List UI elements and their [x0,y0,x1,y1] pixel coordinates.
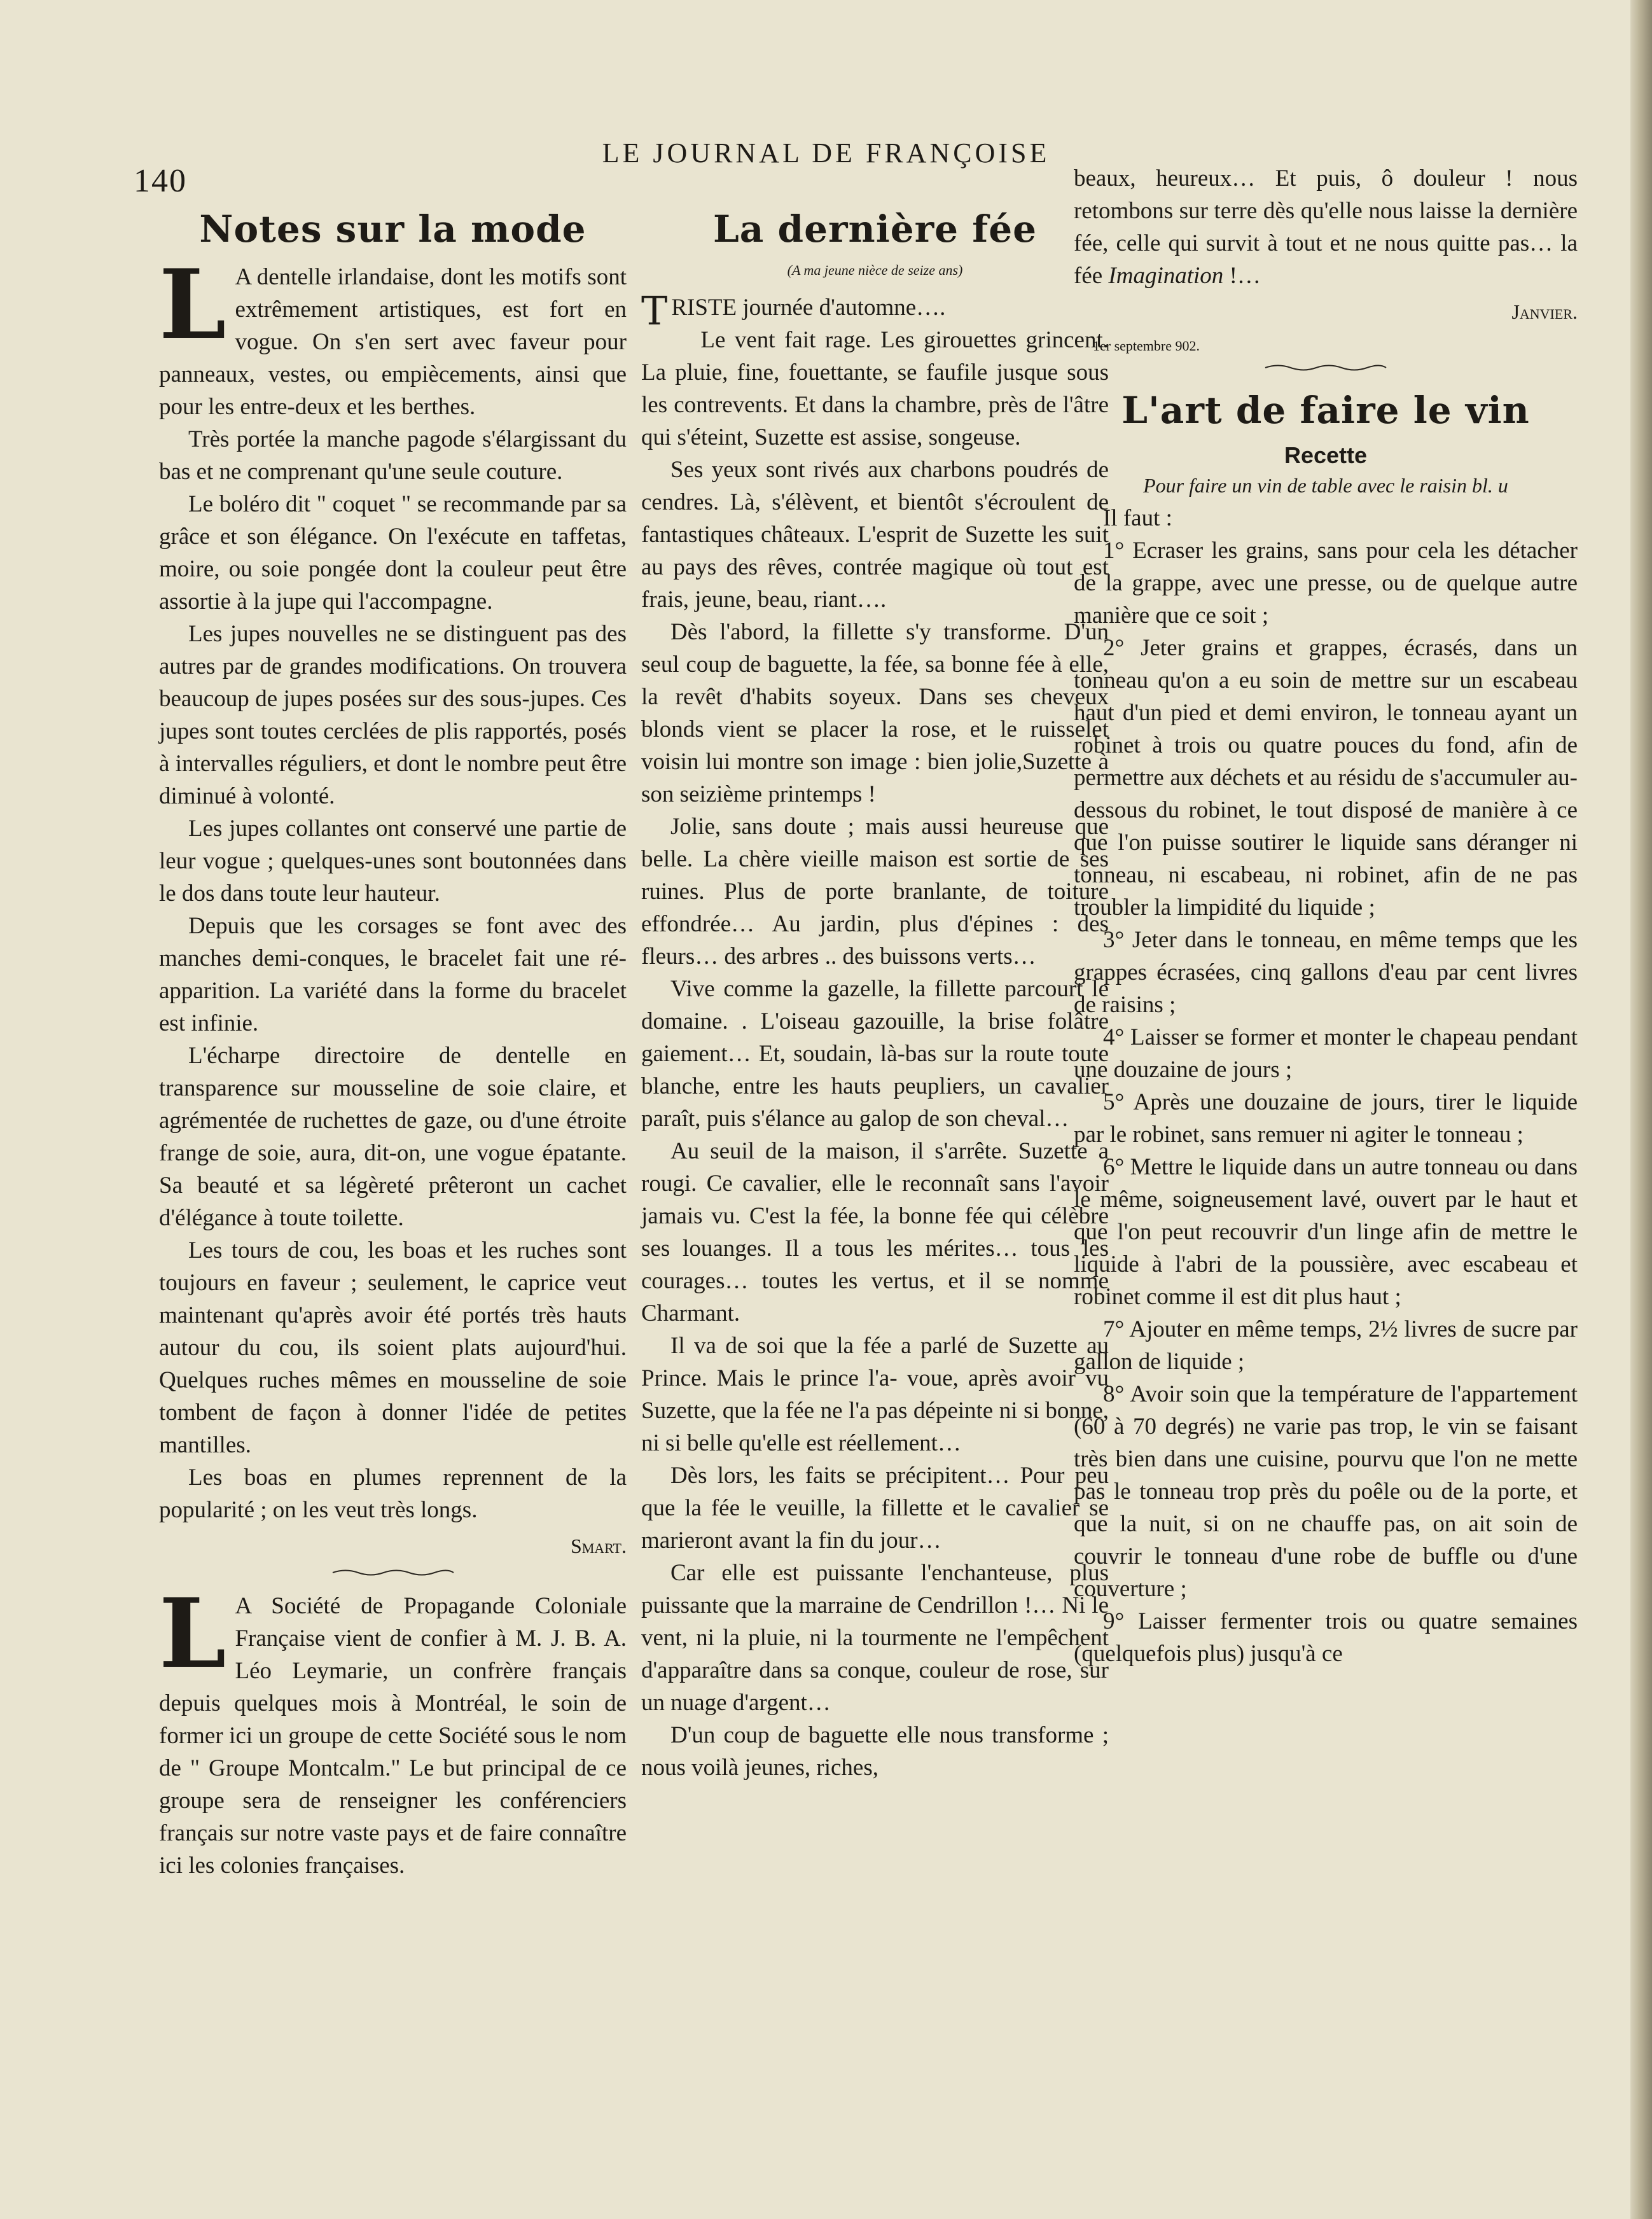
recipe-step: 5° Après une douzaine de jours, tirer le liquide par le robinet, sans remuer ni agiter le tonneau ; [1074,1089,1578,1148]
article-paragraph: Il va de soi que la fée a parlé de Suzette au Prince. Mais le prince l'a- voue, après avoir vu Suzette, que la fée ne l'a pas dépeinte ni si bonne, ni si belle qu'elle est réellement… [641,1333,1109,1456]
page-number: 140 [134,163,187,199]
article-paragraph: Dès l'abord, la fillette s'y transforme. D'un seul coup de baguette, la fée, sa bonne fée à elle, la revêt d'habits soyeux. Dans ses cheveux blonds vient se placer la rose, et le ruisselet voisin lui montre son image : bien jolie,Suzette à son seizième printemps ! [641,619,1109,807]
recipe-step: 3° Jeter dans le tonneau, en même temps que les grappes écrasées, cinq gallons d'eau par cent livres de raisins ; [1074,927,1578,1018]
page-binding-edge [1630,0,1652,2219]
article-paragraph: Ses yeux sont rivés aux charbons poudrés de cendres. Là, s'élèvent, et bientôt s'écroulent de fantastiques châteaux. L'esprit de Suzette les suit au pays des rêves, contrée magique où tout est frais, jeune, beau, riant…. [641,457,1109,613]
article-paragraph: Le vent fait rage. Les girouettes grincent. La pluie, fine, fouettante, se faufile jusque sous les contrevents. Et dans la chambre, près de l'âtre qui s'éteint, Suzette est assise, songeuse. [641,327,1109,450]
article-paragraph: Dès lors, les faits se précipitent… Pour peu que la fée le veuille, la fillette et le cavalier se marieront avant la fin du jour… [641,1463,1109,1554]
running-title: LE JOURNAL DE FRANÇOISE [602,137,1050,169]
article-title-art-du-vin: L'art de faire le vin [1121,389,1530,432]
article-paragraph: D'un coup de baguette elle nous transforme ; nous voilà jeunes, riches, [641,1722,1109,1781]
flourish-divider [1262,362,1389,373]
signature-smart: Smart. [570,1534,627,1557]
recipe-step: 2° Jeter grains et grappes, écrasés, dans un tonneau qu'on a eu soin de mettre sur un escabeau haut d'un pied et demi environ, le tonneau ayant un robinet à trois ou quatre pouces du fond, afin de permettre aux déchets et au résidu de s'accumuler au-dessous du robinet, le tout disposé de manière à ce que l'on puisse soutirer le liquide sans déranger ni tonneau, ni escabeau, ni robinet, afin de ne pas troubler la limpidité du liquide ; [1074,635,1578,921]
article-title-notes-mode: Notes sur la mode [199,207,587,251]
recipe-subtitle: Pour faire un vin de table avec le raisin bl. u [1143,474,1508,497]
drop-cap: T [641,288,668,334]
article-paragraph: Vive comme la gazelle, la fillette parcourt le domaine. . L'oiseau gazouille, la brise folâtre gaiement… Et, soudain, là-bas sur la route toute blanche, entre les hauts peupliers, un cavalier paraît, puis s'élance au galop de son cheval… [641,976,1109,1132]
recipe-step: Il faut : [1103,505,1172,531]
drop-cap: L [159,249,226,361]
article-paragraph: Le boléro dit " coquet " se recommande par sa grâce et son élégance. On l'exécute en taffetas, moire, ou soie pongée dont la couleur peut être assortie à la jupe qui l'accompagne. [159,491,627,615]
article-paragraph: Les jupes nouvelles ne se distinguent pas des autres par de grandes modifications. On trouvera beaucoup de jupes posées sur des sous-jupes. Ces jupes sont toutes cerclées de plis rapportés, posés à intervalles réguliers, et dont le nombre peut être diminué à volonté. [159,621,627,809]
article-continuation: beaux, heureux… Et puis, ô douleur ! nous retombons sur terre dès qu'elle nous laisse la dernière fée, celle qui survit à tout et ne nous quitte pas… la fée Imagination !… [1074,165,1578,289]
column-derniere-fee [641,204,1109,1784]
dedication: (A ma jeune nièce de seize ans) [787,262,963,278]
article-paragraph: Très portée la manche pagode s'élargissant du bas et ne comprenant qu'une seule couture. [159,426,627,485]
recipe-step: 6° Mettre le liquide dans un autre tonneau ou dans le même, soigneusement lavé, ouvert par le haut et que l'on peut recouvrir d'un linge afin de mettre le liquide à l'abri de la poussière, avec escabeau et robinet comme il est dit plus haut ; [1074,1154,1578,1310]
article-paragraph: L'écharpe directoire de dentelle en transparence sur mousseline de soie claire, et agrémentée de ruchettes de gaze, ou d'une étroite frange de soie, aura, dit-on, une vogue épatante. Sa beauté et sa légèreté prêteront un cachet d'élégance à toute toilette. [159,1043,627,1231]
article-paragraph: Les tours de cou, les boas et les ruches sont toujours en faveur ; seulement, le caprice veut maintenant qu'après avoir été portés très hauts autour du cou, ils soient plats aujourd'hui. Quelques ruches mêmes en mousseline de soie tombent de façon à donner l'idée de petites mantilles. [159,1237,627,1458]
article-date: 1er septembre 902. [1093,338,1200,354]
article-paragraph: Les jupes collantes ont conservé une partie de leur vogue ; quelques-unes sont boutonnées dans le dos dans toute leur hauteur. [159,816,627,907]
recipe-step: 7° Ajouter en même temps, 2½ livres de sucre par gallon de liquide ; [1074,1316,1578,1375]
flourish-divider [330,1567,457,1578]
recipe-step: 1° Ecraser les grains, sans pour cela les détacher de la grappe, avec une presse, ou de quelque autre manière que ce soit ; [1074,538,1578,629]
drop-cap: L [159,1578,226,1690]
recipe-label: Recette [1284,442,1368,468]
article-paragraph: TRISTE journée d'automne…. [641,288,946,334]
article-paragraph: Car elle est puissante l'enchanteuse, plus puissante que la marraine de Cendrillon !… Ni le vent, ni la pluie, ni la tourmente ne l'empêchent d'apparaître dans sa conque, couleur de rose, sur un nuage d'argent… [641,1560,1109,1716]
recipe-step: 8° Avoir soin que la température de l'appartement (60 à 70 degrés) ne varie pas trop, le vin se faisant très bien dans une cuisine, pourvu que l'on ne mette pas le tonneau trop près du poêle ou de la porte, et que la nuit, si on ne chauffe pas, on ait soin de couvrir le tonneau d'une robe de buffle ou d'une couverture ; [1074,1381,1578,1602]
signature-janvier: Janvier. [1511,300,1578,323]
article-paragraph: Les boas en plumes reprennent de la popularité ; on les veut très longs. [159,1464,627,1523]
article-paragraph: Jolie, sans doute ; mais aussi heureuse que belle. La chère vieille maison est sortie de ses ruines. Plus de porte branlante, de toiture effondrée… Au jardin, plus d'épines : des fleurs… des arbres .. des buissons verts… [641,814,1109,970]
article-paragraph: Au seuil de la maison, il s'arrête. Suzette a rougi. Ce cavalier, elle le reconnaît sans l'avoir jamais vu. C'est la fée, la bonne fée qui célèbre ses louanges. Il a tous les mérites… tous les courages… toutes les vertus, et il se nomme Charmant. [641,1138,1109,1326]
column-notes-mode [159,204,627,1882]
article-paragraph: Depuis que les corsages se font avec des manches demi-conques, le bracelet fait une ré-apparition. La variété dans la forme du bracelet est infinie. [159,913,627,1036]
notice-paragraph: L A Société de Propagande Coloniale Française vient de confier à M. J. B. A. Léo Leymarie, un confrère français depuis quelques mois à Montréal, le soin de former ici un groupe de cette Société sous le nom de " Groupe Montcalm." Le but principal de ce groupe sera de renseigner les conférenciers français sur notre vaste pays et de faire connaître ici les colonies françaises. [159,1578,627,1879]
recipe-step: 4° Laisser se former et monter le chapeau pendant une douzaine de jours ; [1074,1024,1578,1083]
column-art-du-vin [1074,162,1578,1670]
recipe-step: 9° Laisser fermenter trois ou quatre semaines (quelquefois plus) jusqu'à ce [1074,1608,1578,1667]
article-title-derniere-fee: La dernière fée [712,207,1038,251]
article-paragraph: L A dentelle irlandaise, dont les motifs sont extrêmement artistiques, est fort en vogue. On s'en sert avec faveur pour panneaux, vestes, ou empiècements, ainsi que pour les entre-deux et les berthes. [159,249,627,420]
